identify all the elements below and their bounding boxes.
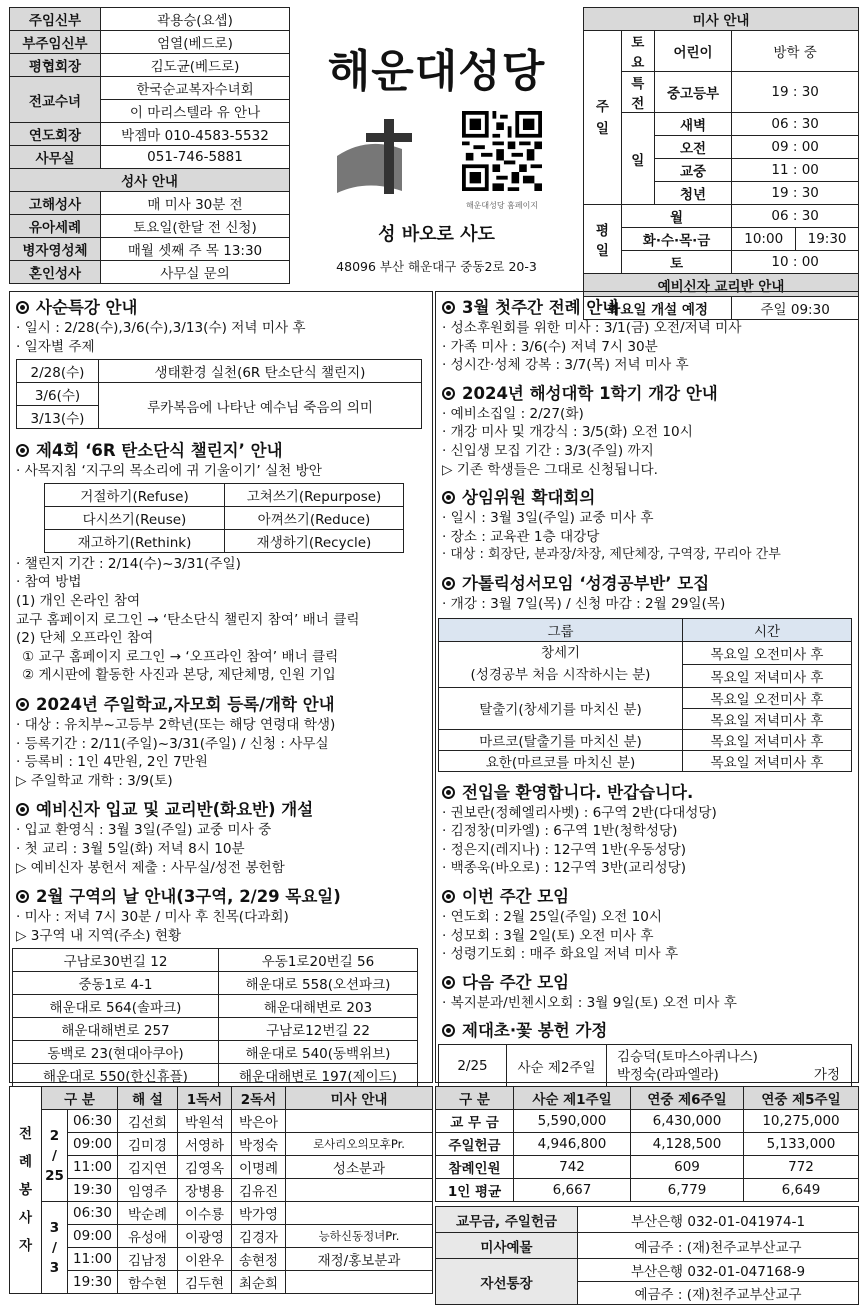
6r-grid <box>44 483 404 553</box>
finance-table <box>435 1086 859 1202</box>
text-line: · 챌린지 기간 : 2/14(수)~3/31(주일) <box>16 555 241 572</box>
roster-date: 2 / 25 <box>42 1110 68 1202</box>
bible-time: 목요일 오전미사 후 <box>683 687 852 708</box>
roster-time: 11:00 <box>68 1248 118 1271</box>
finance-value: 6,430,000 <box>631 1110 744 1133</box>
official-name: 한국순교복자수녀회 <box>101 77 290 100</box>
finance-value: 742 <box>514 1156 631 1179</box>
text-line: · 장소 : 교육관 1층 대강당 <box>442 528 600 545</box>
finance-value: 609 <box>631 1156 744 1179</box>
weekday-time: 10:00 <box>732 228 796 251</box>
mass-time: 06 : 30 <box>732 113 859 136</box>
sacrament-value: 매월 셋째 주 목 13:30 <box>101 238 290 261</box>
finance-label: 참례인원 <box>436 1156 514 1179</box>
6r-item: 다시쓰기(Reuse) <box>45 506 225 529</box>
weekday-time: 19:30 <box>796 228 859 251</box>
official-role: 연도회장 <box>10 123 101 146</box>
weekday-label: 평일 <box>584 205 622 274</box>
bullet-icon <box>16 803 29 816</box>
roster-note <box>286 1202 433 1225</box>
roster-cell: 박가영 <box>232 1202 286 1225</box>
bible-time: 목요일 오전미사 후 <box>683 641 852 664</box>
roster-header: 1독서 <box>178 1087 232 1110</box>
mass-cell: 특전 <box>621 72 654 113</box>
right-content <box>442 292 856 1087</box>
catechumen-header: 예비신자 교리반 안내 <box>584 274 859 297</box>
text-line: · 등록기간 : 2/11(주일)~3/31(주일) / 신청 : 사무실 <box>16 735 329 752</box>
mass-time: 09 : 00 <box>732 136 859 159</box>
finance-header: 연중 제5주일 <box>744 1087 859 1110</box>
account-number: 부산은행 032-01-041974-1 <box>578 1207 859 1233</box>
bullet-icon <box>442 786 455 799</box>
lecture-date: 3/6(수) <box>17 383 99 406</box>
address-table <box>12 948 418 1087</box>
sacrament-value: 사무실 문의 <box>101 261 290 284</box>
mass-cell: 청년 <box>654 182 732 205</box>
official-name: 김도균(베드로) <box>101 54 290 77</box>
text-line: · 성시간·성체 강복 : 3/7(목) 저녁 미사 후 <box>442 357 689 374</box>
roster-time: 19:30 <box>68 1271 118 1294</box>
roster-time: 06:30 <box>68 1110 118 1133</box>
text-line: · 사목지침 ‘지구의 목소리에 귀 기울이기’ 실천 방안 <box>16 463 322 480</box>
roster-note <box>286 1179 433 1202</box>
roster-cell: 김영옥 <box>178 1156 232 1179</box>
roster-header: 2독서 <box>232 1087 286 1110</box>
roster-side-label: 전 례 봉 사 자 <box>10 1087 42 1294</box>
finance-label: 1인 평균 <box>436 1179 514 1202</box>
6r-item: 재생하기(Recycle) <box>225 529 404 552</box>
text-line: (1) 개인 온라인 참여 <box>16 592 141 609</box>
finance-value: 4,946,800 <box>514 1133 631 1156</box>
6r-item: 재고하기(Rethink) <box>45 529 225 552</box>
text-line: ① 교구 홈페이지 로그인 → ‘오프라인 참여’ 배너 클릭 <box>22 648 339 665</box>
address-cell: 구남로12번길 22 <box>219 1018 418 1041</box>
roster-cell: 김선희 <box>118 1110 178 1133</box>
finance-header: 구 분 <box>436 1087 514 1110</box>
text-line: · 권보란(정혜엘리사벳) : 6구역 2반(다대성당) <box>442 804 717 821</box>
address-cell: 해운대해변로 203 <box>219 995 418 1018</box>
mass-header: 미사 안내 <box>584 8 859 31</box>
text-line: · 참여 방법 <box>16 574 82 591</box>
roster-cell: 최순희 <box>232 1271 286 1294</box>
mass-cell: 오전 <box>654 136 732 159</box>
roster-cell: 이수룡 <box>178 1202 232 1225</box>
address-cell: 동백로 23(현대아쿠아) <box>13 1041 219 1064</box>
bible-group: 요한(마르코를 마치신 분) <box>439 750 683 771</box>
lecture-topic: 생태환경 실천(6R 탄소단식 챌린지) <box>99 360 422 383</box>
sacraments-header: 성사 안내 <box>10 169 290 192</box>
mass-cell: 어린이 <box>654 31 732 72</box>
roster-cell: 박정숙 <box>232 1133 286 1156</box>
sacrament-label: 유아세례 <box>10 215 101 238</box>
patron-saint: 성 바오로 사도 <box>378 224 495 245</box>
section-title: 이번 주간 모임 <box>442 883 856 907</box>
qr-code-icon <box>462 111 542 191</box>
roster-note: 능하신동정녀Pr. <box>286 1225 433 1248</box>
text-line: · 일시 : 2/28(수),3/6(수),3/13(수) 저녁 미사 후 <box>16 320 306 336</box>
lecture-topic: 루카복음에 나타난 예수님 죽음의 의미 <box>99 383 422 429</box>
altar-family: 김승덕(토마스아퀴나스) 박정숙(라파엘라) 가정 <box>607 1045 852 1087</box>
officials-table <box>9 7 290 284</box>
roster-cell: 함수현 <box>118 1271 178 1294</box>
text-line: ② 게시판에 활동한 사진과 본당, 제단체명, 인원 기입 <box>22 667 336 684</box>
roster-cell: 김경자 <box>232 1225 286 1248</box>
bullet-icon <box>16 698 29 711</box>
roster-cell: 김두현 <box>178 1271 232 1294</box>
finance-value: 5,590,000 <box>514 1110 631 1133</box>
sacrament-value: 토요일(한달 전 신청) <box>101 215 290 238</box>
section-title: 2024년 주일학교,자모회 등록/개학 안내 <box>16 691 432 715</box>
account-label: 자선통장 <box>436 1259 578 1305</box>
il-label: 일 <box>621 113 654 205</box>
mass-cell: 중고등부 <box>654 72 732 113</box>
roster-header: 해 설 <box>118 1087 178 1110</box>
address-cell: 해운대로 558(오션파크) <box>219 972 418 995</box>
sacrament-label: 고해성사 <box>10 192 101 215</box>
bullet-icon <box>442 301 455 314</box>
account-label: 미사예물 <box>436 1233 578 1259</box>
mass-time: 19 : 30 <box>732 182 859 205</box>
lecture-table <box>16 359 422 429</box>
bullet-icon <box>442 890 455 903</box>
finance-label: 교 무 금 <box>436 1110 514 1133</box>
bible-group: 탈출기(창세기를 마치신 분) <box>439 687 683 729</box>
official-name: 051-746-5881 <box>101 146 290 169</box>
text-line: · 연도회 : 2월 25일(주일) 오전 10시 <box>442 908 662 925</box>
official-name: 엄열(베드로) <box>101 31 290 54</box>
text-line: · 미사 : 저녁 7시 30분 / 미사 후 친목(다과회) <box>16 909 289 926</box>
roster-cell: 송현정 <box>232 1248 286 1271</box>
account-label: 교무금, 주일헌금 <box>436 1207 578 1233</box>
address-cell: 구남로30번길 12 <box>13 949 219 972</box>
address-cell: 중동1로 4-1 <box>13 972 219 995</box>
account-holder: 예금주 : (재)천주교부산교구 <box>578 1282 859 1305</box>
finance-value: 4,128,500 <box>631 1133 744 1156</box>
sacrament-value: 매 미사 30분 전 <box>101 192 290 215</box>
text-line: · 예비소집일 : 2/27(화) <box>442 405 584 422</box>
text-line: · 가족 미사 : 3/6(수) 저녁 7시 30분 <box>442 338 658 355</box>
bullet-icon <box>442 976 455 989</box>
mass-cell: 토요 <box>621 31 654 72</box>
weekday-day: 토 <box>621 251 731 274</box>
official-name: 곽용승(요셉) <box>101 8 290 31</box>
address-cell: 해운대로 564(솔파크) <box>13 995 219 1018</box>
finance-header: 사순 제1주일 <box>514 1087 631 1110</box>
text-line: ▷ 기존 학생들은 그대로 신청됩니다. <box>442 461 658 478</box>
roster-note <box>286 1271 433 1294</box>
roster-cell: 이명례 <box>232 1156 286 1179</box>
text-line: · 등록비 : 1인 4만원, 2인 7만원 <box>16 754 208 771</box>
official-role: 전교수녀 <box>10 77 101 123</box>
roster-cell: 유성애 <box>118 1225 178 1248</box>
left-content <box>16 292 432 1087</box>
official-role: 주임신부 <box>10 8 101 31</box>
roster-cell: 김남정 <box>118 1248 178 1271</box>
text-line: · 성소후원회를 위한 미사 : 3/1(금) 오전/저녁 미사 <box>442 320 742 336</box>
sunday-label: 주일 <box>584 31 622 205</box>
roster-time: 06:30 <box>68 1202 118 1225</box>
roster-cell: 박원석 <box>178 1110 232 1133</box>
mass-table <box>583 7 859 320</box>
lecture-date: 2/28(수) <box>17 360 99 383</box>
finance-value: 6,649 <box>744 1179 859 1202</box>
roster-cell: 김미경 <box>118 1133 178 1156</box>
finance-header: 연중 제6주일 <box>631 1087 744 1110</box>
sacrament-label: 혼인성사 <box>10 261 101 284</box>
text-line: 교구 홈페이지 로그인 → ‘탄소단식 챌린지 참여’ 배너 클릭 <box>16 611 360 628</box>
mass-cell: 교중 <box>654 159 732 182</box>
parish-address: 48096 부산 해운대구 중동2로 20-3 <box>336 259 537 274</box>
roster-time: 09:00 <box>68 1225 118 1248</box>
church-logo-icon <box>332 111 432 201</box>
roster-time: 11:00 <box>68 1156 118 1179</box>
address-cell: 해운대로 540(동백위브) <box>219 1041 418 1064</box>
finance-label: 주일헌금 <box>436 1133 514 1156</box>
weekday-day: 화·수·목·금 <box>621 228 731 251</box>
bullet-icon <box>442 491 455 504</box>
section-title: 전입을 환영합니다. 반갑습니다. <box>442 779 856 803</box>
6r-item: 거절하기(Refuse) <box>45 483 225 506</box>
text-line: · 개강 미사 및 개강식 : 3/5(화) 오전 10시 <box>442 424 693 441</box>
section-title: 2024년 해성대학 1학기 개강 안내 <box>442 380 856 404</box>
mass-cell: 새벽 <box>654 113 732 136</box>
roster-cell: 이광영 <box>178 1225 232 1248</box>
bible-time: 목요일 저녁미사 후 <box>683 664 852 687</box>
bible-group: 마르코(탈출기를 마치신 분) <box>439 729 683 750</box>
section-title: 가톨릭성서모임 ‘성경공부반’ 모집 <box>442 570 856 594</box>
roster-note: 성소분과 <box>286 1156 433 1179</box>
altar-date: 2/25 <box>439 1045 507 1087</box>
section-title: 제4회 ‘6R 탄소단식 챌린지’ 안내 <box>16 437 432 461</box>
address-cell: 해운대로 550(한신휴플) <box>13 1064 219 1087</box>
altar-flower-table <box>438 1044 852 1087</box>
bullet-icon <box>442 387 455 400</box>
section-title: 제대초·꽃 봉헌 가정 <box>442 1017 856 1041</box>
roster-cell: 박은아 <box>232 1110 286 1133</box>
section-title: 다음 주간 모임 <box>442 969 856 993</box>
bible-head-group: 그룹 <box>439 618 683 641</box>
bible-time: 목요일 저녁미사 후 <box>683 750 852 771</box>
official-role: 부주임신부 <box>10 31 101 54</box>
text-line: · 개강 : 3월 7일(목) / 신청 마감 : 2월 29일(목) <box>442 595 726 612</box>
altar-week: 사순 제2주일 <box>507 1045 607 1087</box>
section-title: 3월 첫주간 전례 안내 <box>442 294 856 318</box>
text-line: ▷ 3구역 내 지역(주소) 현황 <box>16 927 182 944</box>
text-line: · 복지분과/빈첸시오회 : 3월 9일(토) 오전 미사 후 <box>442 994 737 1011</box>
bible-group: 창세기 (성경공부 처음 시작하시는 분) <box>439 641 683 687</box>
account-table <box>435 1206 859 1305</box>
text-line: · 입교 환영식 : 3월 3일(주일) 교중 미사 중 <box>16 822 272 839</box>
text-line: (2) 단체 오프라인 참여 <box>16 630 154 647</box>
roster-time: 19:30 <box>68 1179 118 1202</box>
weekday-time: 10 : 00 <box>732 251 859 274</box>
bullet-icon <box>16 444 29 457</box>
bullet-icon <box>442 577 455 590</box>
section-title: 2월 구역의 날 안내(3구역, 2/29 목요일) <box>16 883 432 907</box>
bible-study-table <box>438 618 852 772</box>
text-line: · 백종욱(바오로) : 12구역 3반(교리성당) <box>442 860 687 877</box>
bullet-icon <box>16 301 29 314</box>
weekday-time: 06 : 30 <box>732 205 859 228</box>
qr-caption: 해운대성당 홈페이지 <box>465 201 539 210</box>
text-line: · 일시 : 3월 3일(주일) 교중 미사 후 <box>442 510 654 527</box>
roster-note: 로사리오의모후Pr. <box>286 1133 433 1156</box>
bullet-icon <box>442 1024 455 1037</box>
roster-cell: 박순례 <box>118 1202 178 1225</box>
6r-item: 고쳐쓰기(Repurpose) <box>225 483 404 506</box>
account-holder: 예금주 : (재)천주교부산교구 <box>578 1233 859 1259</box>
parish-title: 해운대성당 <box>327 46 546 97</box>
address-cell: 우동1로20번길 56 <box>219 949 418 972</box>
roster-cell: 장병용 <box>178 1179 232 1202</box>
sacrament-label: 병자영성체 <box>10 238 101 261</box>
section-title: 사순특강 안내 <box>16 294 432 318</box>
text-line: · 대상 : 유치부~고등부 2학년(또는 해당 연령대 학생) <box>16 716 336 733</box>
official-role: 평협회장 <box>10 54 101 77</box>
address-cell: 해운대해변로 257 <box>13 1018 219 1041</box>
lecture-date: 3/13(수) <box>17 406 99 429</box>
text-line: · 대상 : 회장단, 분과장/차장, 제단체장, 구역장, 꾸리아 간부 <box>442 547 781 563</box>
roster-time: 09:00 <box>68 1133 118 1156</box>
mass-time: 11 : 00 <box>732 159 859 182</box>
text-line: · 김정창(미카엘) : 6구역 1반(청학성당) <box>442 823 678 840</box>
bible-time: 목요일 저녁미사 후 <box>683 729 852 750</box>
catechumen-day: 화요일 개설 예정 <box>584 297 732 320</box>
official-role: 사무실 <box>10 146 101 169</box>
roster-cell: 서영하 <box>178 1133 232 1156</box>
text-line: ▷ 예비신자 봉헌서 제출 : 사무실/성전 봉헌함 <box>16 859 285 876</box>
roster-cell: 이완우 <box>178 1248 232 1271</box>
catechumen-time: 주일 09:30 <box>732 297 859 320</box>
mass-time: 19 : 30 <box>732 72 859 113</box>
text-line: · 일자별 주제 <box>16 338 95 355</box>
weekday-day: 월 <box>621 205 731 228</box>
roster-header: 미사 안내 <box>286 1087 433 1110</box>
text-line: ▷ 주일학교 개학 : 3/9(토) <box>16 772 173 789</box>
address-cell: 해운대해변로 197(제이드) <box>219 1064 418 1087</box>
finance-value: 6,779 <box>631 1179 744 1202</box>
finance-value: 772 <box>744 1156 859 1179</box>
center-header <box>292 7 581 289</box>
section-title: 예비신자 입교 및 교리반(화요반) 개설 <box>16 796 432 820</box>
bullet-icon <box>16 890 29 903</box>
official-name: 박젬마 010-4583-5532 <box>101 123 290 146</box>
roster-cell: 김유진 <box>232 1179 286 1202</box>
roster-header: 구 분 <box>42 1087 118 1110</box>
text-line: · 성모회 : 3월 2일(토) 오전 미사 후 <box>442 927 654 944</box>
6r-item: 아껴쓰기(Reduce) <box>225 506 404 529</box>
roster-note <box>286 1110 433 1133</box>
bible-time: 목요일 저녁미사 후 <box>683 708 852 729</box>
text-line: · 첫 교리 : 3월 5일(화) 저녁 8시 10분 <box>16 840 245 857</box>
section-title: 상임위원 확대회의 <box>442 484 856 508</box>
finance-value: 6,667 <box>514 1179 631 1202</box>
text-line: · 신입생 모집 기간 : 3/3(주일) 까지 <box>442 442 654 459</box>
liturgy-roster <box>9 1086 433 1294</box>
text-line: · 성령기도회 : 매주 화요일 저녁 미사 후 <box>442 946 679 963</box>
roster-date: 3 / 3 <box>42 1202 68 1294</box>
roster-note: 재정/홍보분과 <box>286 1248 433 1271</box>
bible-head-time: 시간 <box>683 618 852 641</box>
account-number: 부산은행 032-01-047168-9 <box>578 1259 859 1282</box>
finance-value: 10,275,000 <box>744 1110 859 1133</box>
official-name: 이 마리스텔라 유 안나 <box>101 100 290 123</box>
roster-cell: 임영주 <box>118 1179 178 1202</box>
text-line: · 정은지(레지나) : 12구역 1반(우동성당) <box>442 841 687 858</box>
roster-cell: 김지연 <box>118 1156 178 1179</box>
mass-time: 방학 중 <box>732 31 859 72</box>
finance-value: 5,133,000 <box>744 1133 859 1156</box>
